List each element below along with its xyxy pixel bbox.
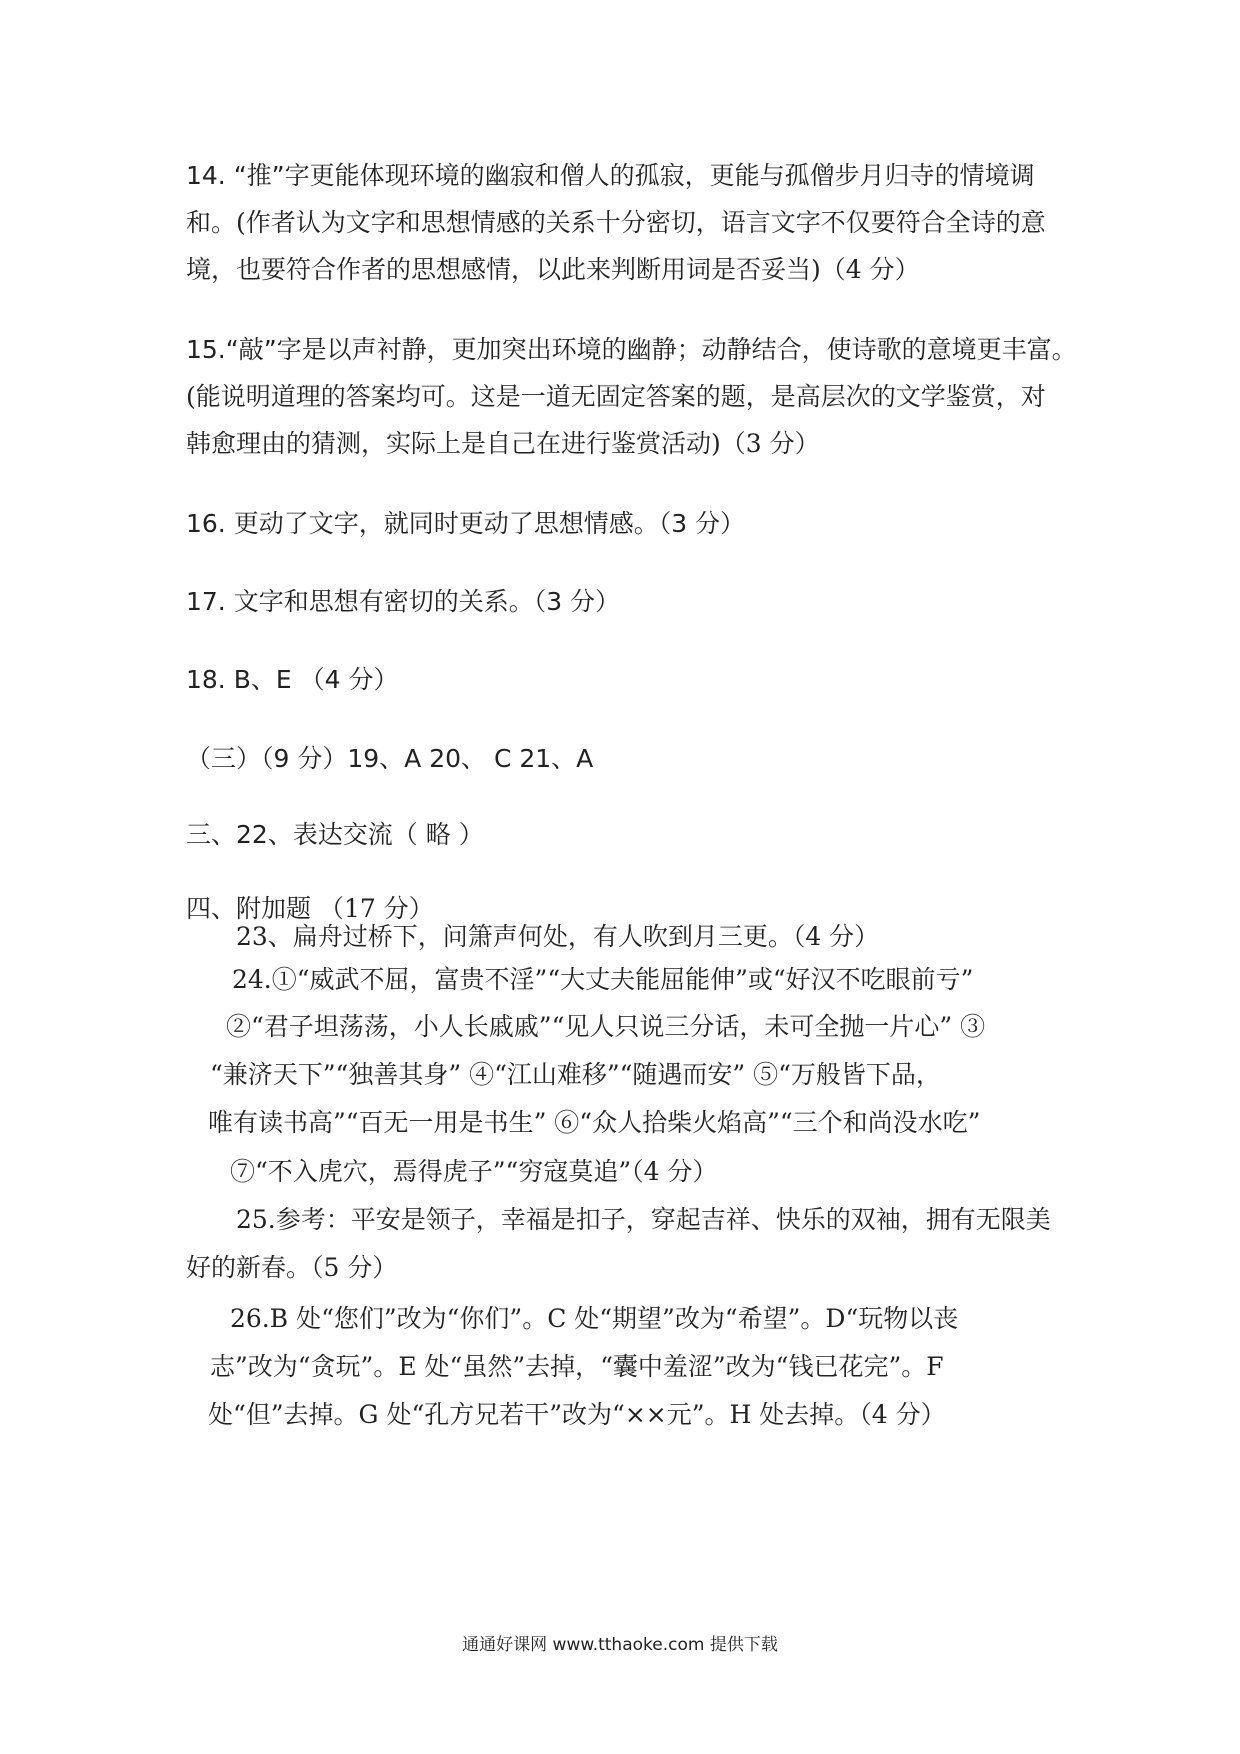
section-3-answers: （三）（9 分）19、A 20、 C 21、A — [186, 744, 594, 773]
answer-23: 23、扁舟过桥下，问箫声何处，有人吹到月三更。（4 分） — [236, 922, 880, 951]
answer-24-line-5: ⑦“不入虎穴，焉得虎子”“穷寇莫追”（4 分） — [230, 1157, 718, 1186]
answer-24-line-3: “兼济天下”“独善其身” ④“江山难移”“随遇而安” ⑤“万般皆下品， — [210, 1060, 941, 1089]
answer-15-line-2: (能说明道理的答案均可。这是一道无固定答案的题，是高层次的文学鉴赏，对 — [186, 382, 1046, 411]
answer-25-line-2: 好的新春。（5 分） — [186, 1253, 398, 1282]
answer-26-line-1: 26.B 处“您们”改为“你们”。C 处“期望”改为“希望”。D“玩物以丧 — [230, 1304, 959, 1333]
answer-18: 18. B、E （4 分） — [186, 665, 399, 694]
answer-24-line-4: 唯有读书高”“百无一用是书生” ⑥“众人拾柴火焰高”“三个和尚没水吃” — [208, 1108, 981, 1137]
answer-15-line-1: 15.“敲”字是以声衬静，更加突出环境的幽静；动静结合，使诗歌的意境更丰富。 — [186, 335, 1077, 364]
answer-17: 17. 文字和思想有密切的关系。（3 分） — [186, 587, 621, 616]
answer-25-line-1: 25.参考：平安是领子，幸福是扣子，穿起吉祥、快乐的双袖，拥有无限美 — [236, 1205, 1051, 1234]
answer-14-line-3: 境，也要符合作者的思想感情，以此来判断用词是否妥当)（4 分） — [186, 255, 920, 284]
answer-26-line-2: 志”改为“贪玩”。E 处“虽然”去掉，“囊中羞涩”改为“钱已花完”。F — [210, 1352, 944, 1381]
page-footer: 通通好课网 www.tthaoke.com 提供下载 — [462, 1635, 778, 1655]
answer-26-line-3: 处“但”去掉。G 处“孔方兄若干”改为“××元”。H 处去掉。（4 分） — [208, 1400, 946, 1429]
answer-24-line-1: 24.①“威武不屈，富贵不淫”“大丈夫能屈能伸”或“好汉不吃眼前亏” — [232, 965, 974, 994]
answer-14-line-2: 和。(作者认为文字和思想情感的关系十分密切，语言文字不仅要符合全诗的意 — [186, 208, 1046, 237]
answer-24-line-2: ②“君子坦荡荡，小人长戚戚”“见人只说三分话，未可全抛一片心” ③ — [226, 1012, 986, 1041]
answer-16: 16. 更动了文字，就同时更动了思想情感。（3 分） — [186, 509, 746, 538]
answer-14-line-1: 14. “推”字更能体现环境的幽寂和僧人的孤寂，更能与孤僧步月归寺的情境调 — [186, 161, 1035, 190]
section-4-heading: 四、附加题 （17 分） — [186, 894, 434, 923]
answer-22: 三、22、表达交流（ 略 ） — [186, 820, 484, 849]
answer-15-line-3: 韩愈理由的猜测，实际上是自己在进行鉴赏活动)（3 分） — [186, 429, 820, 458]
